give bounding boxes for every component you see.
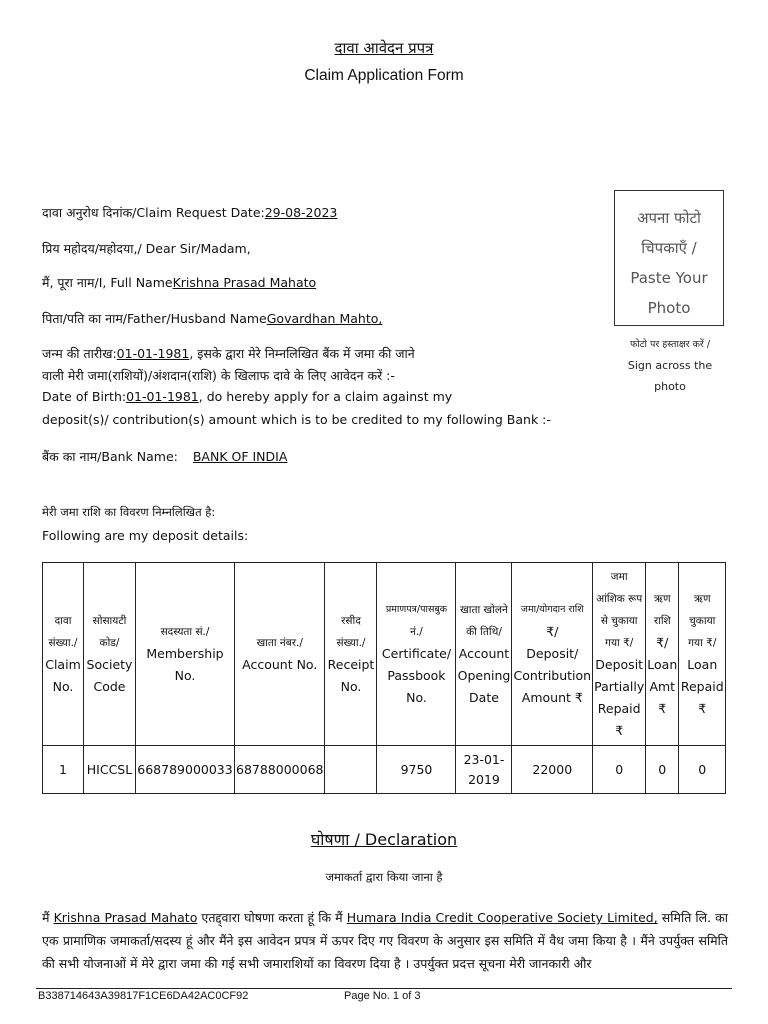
dob-hindi-suffix: , इसके द्वारा मेरे निम्नलिखित बैंक में जमा की जाने — [189, 346, 415, 361]
cell-receipt-no — [325, 746, 377, 794]
photo-box-line1: अपना फोटो — [637, 209, 701, 227]
dob-hindi-prefix: जन्म की तारीख: — [42, 346, 117, 361]
photo-box-line3: Paste Your — [630, 269, 708, 287]
header-text: चुकाया — [689, 615, 716, 627]
header-text: Deposit/ — [526, 646, 579, 661]
dob-english-line — [42, 389, 452, 404]
header-text: गया ₹/ — [605, 637, 634, 649]
sign-note-line2: Sign across the — [627, 359, 713, 372]
full-name-label: मैं, पूरा नाम/I, Full Name — [42, 275, 173, 290]
sign-note-line3: photo — [654, 380, 686, 393]
header-text: Opening — [457, 668, 511, 683]
footer-document-code: B338714643A39817F1CE6DA42AC0CF92 — [38, 990, 249, 1002]
header-text: कोड/ — [99, 637, 120, 649]
header-text: Deposit — [595, 657, 644, 672]
dob-hindi-line — [42, 345, 415, 362]
dob-english-line2: deposit(s)/ contribution(s) amount which is to be credited to my following Bank :- — [42, 412, 551, 427]
header-text: Partially — [594, 679, 645, 694]
dob-english-value: 01-01-1981 — [126, 389, 199, 404]
photo-box-line4: Photo — [647, 299, 691, 317]
cell-partially-repaid: 0 — [593, 746, 646, 794]
declaration-name: Krishna Prasad Mahato — [53, 910, 198, 925]
declaration-paragraph — [42, 906, 728, 975]
header-text: ₹ — [658, 701, 667, 716]
header-text: No. — [340, 679, 362, 694]
claim-request-date-line — [42, 204, 337, 221]
header-loan-repaid — [679, 563, 726, 746]
dob-hindi-line2: वाली मेरी जमा(राशियों)/अंशदान(राशि) के खिलाफ दावे के लिए आवेदन करें :- — [42, 368, 395, 383]
claim-request-date-label: दावा अनुरोध दिनांक/Claim Request Date: — [42, 205, 265, 220]
header-membership-no — [136, 563, 235, 746]
header-text: Amount ₹ — [521, 690, 583, 705]
header-text: Passbook — [387, 668, 446, 683]
footer-divider — [36, 988, 732, 989]
page-title-hindi: दावा आवेदन प्रपत्र — [334, 39, 434, 57]
header-text: Society — [86, 657, 133, 672]
declaration-society: Humara India Credit Cooperative Society Limited, — [346, 910, 658, 925]
header-text: खाता नंबर./ — [256, 637, 303, 649]
table-header-row — [43, 563, 726, 746]
cell-loan-repaid: 0 — [679, 746, 726, 794]
dob-english-suffix: , do hereby apply for a claim against my — [198, 389, 453, 404]
header-text: Date — [469, 690, 499, 705]
page-title: Claim Application Form — [304, 67, 464, 84]
dob-english-prefix: Date of Birth: — [42, 389, 127, 404]
header-account-no — [235, 563, 325, 746]
deposit-intro-english: Following are my deposit details: — [42, 528, 249, 543]
header-society-code — [84, 563, 136, 746]
header-text: No. — [52, 679, 74, 694]
header-account-opening-date — [456, 563, 512, 746]
header-text: Amt — [649, 679, 676, 694]
header-text: आंशिक रूप — [596, 593, 643, 605]
header-text: ऋण — [653, 593, 671, 605]
header-text: Code — [93, 679, 126, 694]
declaration-subtitle: जमाकर्ता द्वारा किया जाना है — [325, 870, 443, 884]
header-certificate-no — [377, 563, 456, 746]
header-text: सदस्यता सं./ — [160, 626, 210, 638]
header-text: गया ₹/ — [688, 637, 717, 649]
cell-claim-no: 1 — [43, 746, 84, 794]
sign-note — [606, 334, 734, 397]
cell-opening-date: 23-01-2019 — [456, 746, 512, 794]
header-text: Account — [458, 646, 510, 661]
cell-membership-no: 668789000033 — [136, 746, 235, 794]
cell-certificate-no: 9750 — [377, 746, 456, 794]
bank-name-line — [42, 448, 287, 465]
father-name-label: पिता/पति का नाम/Father/Husband Name — [42, 311, 267, 326]
photo-box-line2: चिपकाएँ / — [641, 239, 697, 257]
claim-request-date-value: 29-08-2023 — [264, 205, 338, 220]
father-name-line — [42, 310, 382, 327]
bank-name-label: बैंक का नाम/Bank Name: — [42, 449, 178, 464]
header-text: की तिथि/ — [466, 626, 502, 638]
header-text: ₹ — [615, 723, 624, 738]
header-text: ₹/ — [546, 624, 559, 639]
header-text: जमा/योगदान राशि — [520, 604, 584, 615]
declaration-mid: एतद्द्वारा घोषणा करता हूं कि मैं — [197, 910, 347, 925]
header-text: Receipt — [327, 657, 375, 672]
dob-hindi-value: 01-01-1981 — [116, 346, 190, 361]
father-name-value: Govardhan Mahto, — [266, 311, 383, 326]
declaration-title: घोषणा / Declaration — [310, 830, 458, 849]
bank-name-value: BANK OF INDIA — [192, 449, 288, 464]
header-text: प्रमाणपत्र/पासबुक — [385, 604, 448, 615]
header-text: Loan — [687, 657, 718, 672]
cell-loan-amount: 0 — [646, 746, 679, 794]
header-text: ₹ — [698, 701, 707, 716]
full-name-line — [42, 274, 316, 291]
header-text: Repaid — [680, 679, 724, 694]
header-partially-repaid — [593, 563, 646, 746]
header-text: जमा — [610, 571, 628, 583]
table-row — [43, 746, 726, 794]
footer-page-number: Page No. 1 of 3 — [344, 990, 421, 1002]
declaration-prefix: मैं — [42, 910, 54, 925]
header-claim-no — [43, 563, 84, 746]
header-text: No. — [406, 690, 427, 705]
cell-deposit-amount: 22000 — [512, 746, 593, 794]
cell-account-no: 68788000068 — [235, 746, 325, 794]
header-text: Repaid — [597, 701, 641, 716]
header-text: दावा — [54, 615, 72, 627]
full-name-value: Krishna Prasad Mahato — [172, 275, 317, 290]
header-text: Loan — [647, 657, 678, 672]
header-text: नं./ — [410, 626, 423, 638]
header-text: राशि — [653, 615, 671, 627]
deposit-table — [42, 562, 726, 794]
header-loan-amount — [646, 563, 679, 746]
header-text: Certificate/ — [381, 646, 452, 661]
sign-note-hindi: फोटो पर हस्ताक्षर करें / — [629, 339, 711, 350]
header-text: Account No. — [242, 657, 318, 672]
header-text: ₹/ — [656, 635, 669, 650]
header-text: से चुकाया — [600, 615, 638, 627]
header-text: ऋण — [693, 593, 711, 605]
header-text: संख्या./ — [336, 637, 366, 649]
header-text: Claim — [45, 657, 81, 672]
header-deposit-amount — [512, 563, 593, 746]
header-text: Contribution — [513, 668, 592, 683]
declaration-rest: समिति लि. का एक प्रामाणिक जमाकर्ता/सदस्य हूं और मैंने इस आवेदन प्रपत्र में ऊपर दिए गए विवरण के अनुसार इस समिति में वैध जमा किया है । मैंने उपर्युक्त समिति की सभी योजनाओं में मेरे द्वारा जमा की गई सभी जमाराशियों का विवरण दिया है । उपर्युक्त प्रदत्त सूचना मेरी जानकारी और — [42, 910, 729, 971]
header-text: No. — [174, 668, 196, 683]
header-receipt-no — [325, 563, 377, 746]
header-text: खाता खोलने — [460, 604, 508, 616]
photo-box — [614, 190, 724, 326]
salutation: प्रिय महोदय/महोदया,/ Dear Sir/Madam, — [42, 241, 251, 256]
header-text: रसीद — [341, 615, 361, 627]
header-text: सोसायटी — [92, 615, 127, 627]
header-text: Membership — [146, 646, 224, 661]
header-text: संख्या./ — [48, 637, 78, 649]
deposit-intro-hindi: मेरी जमा राशि का विवरण निम्नलिखित है: — [42, 505, 216, 519]
cell-society-code: HICCSL — [84, 746, 136, 794]
